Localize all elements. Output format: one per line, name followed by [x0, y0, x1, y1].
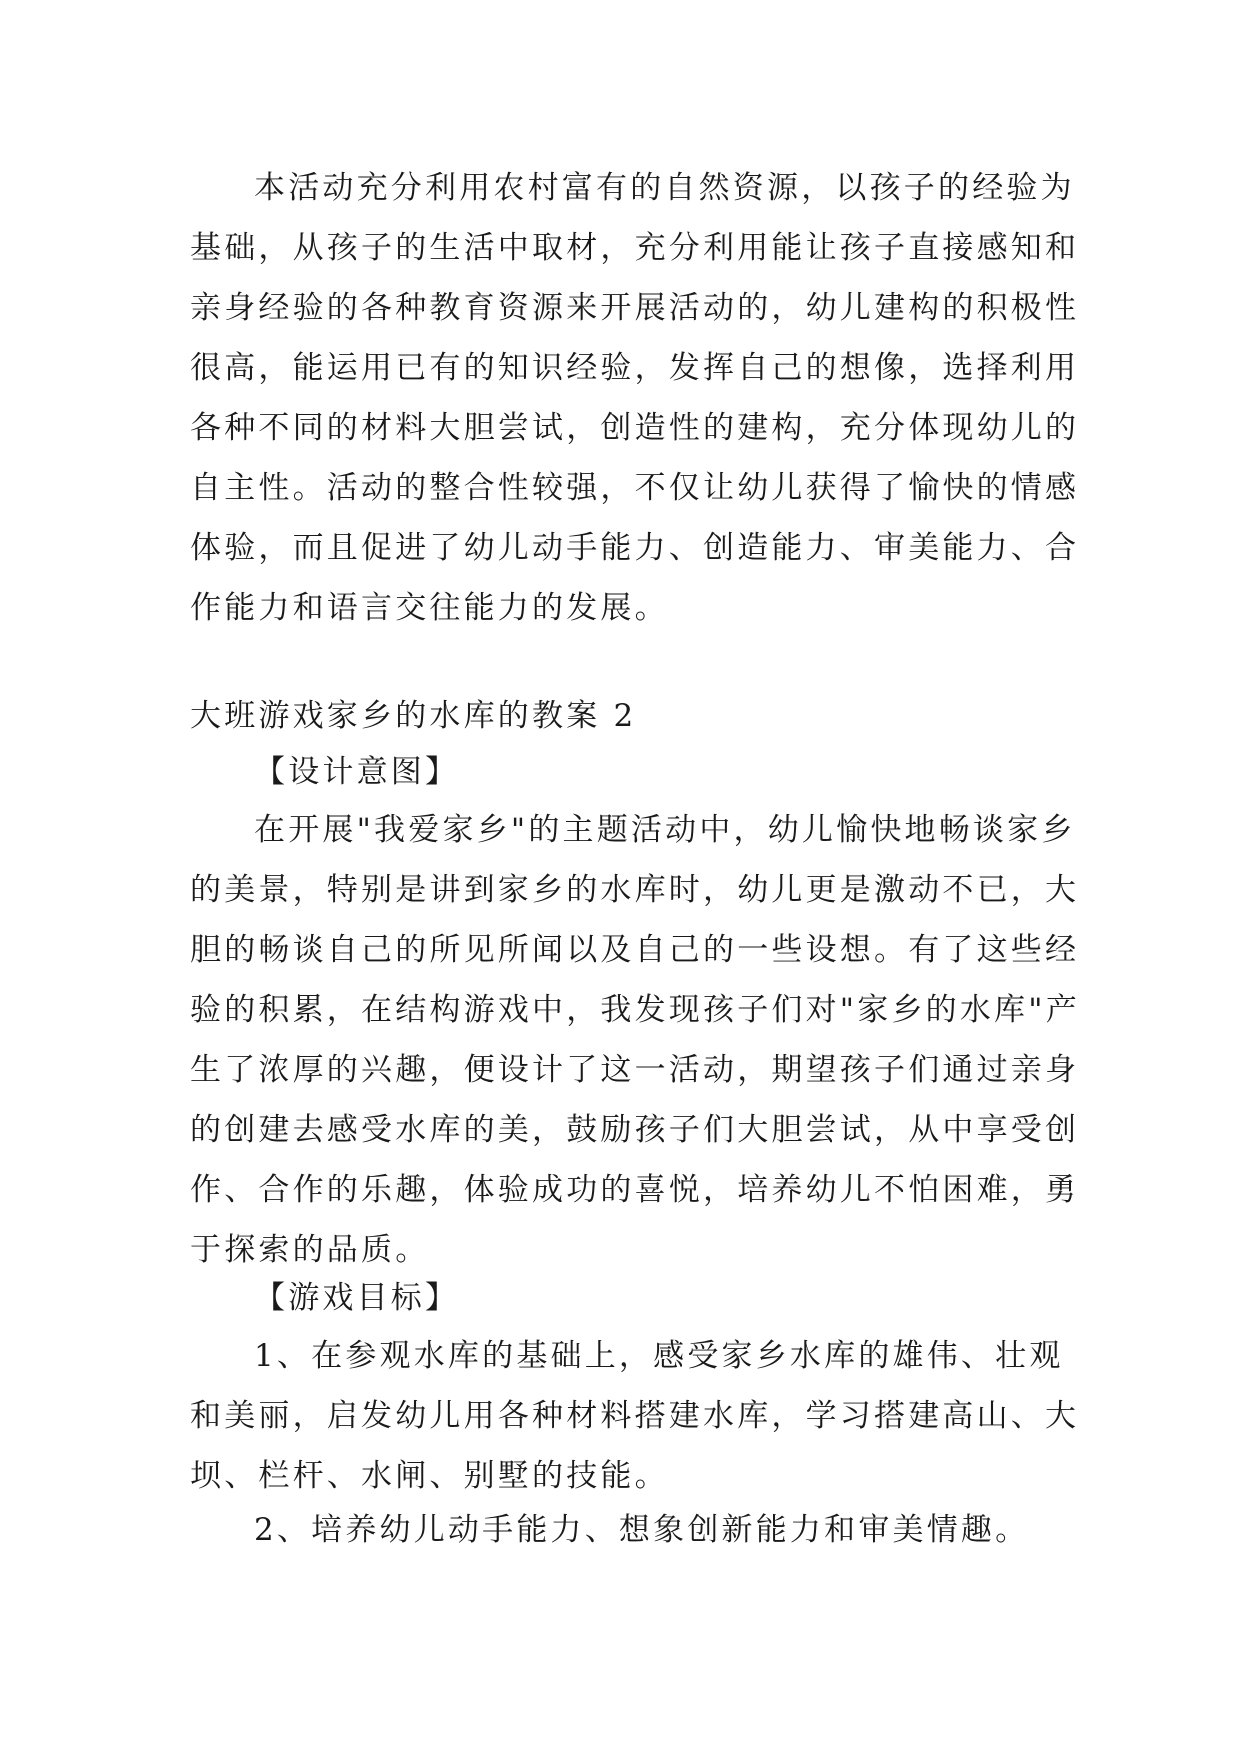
- paragraph-activity-reflection: [190, 158, 1080, 638]
- goal-item-2: [190, 1500, 1046, 1560]
- paragraph-line: 的美景，特别是讲到家乡的水库时，幼儿更是激动不已，大: [190, 872, 1080, 908]
- paragraph-line: 的创建去感受水库的美，鼓励孩子们大胆尝试，从中享受创: [190, 1112, 1080, 1148]
- heading-text: 【设计意图】: [254, 754, 460, 790]
- paragraph-line: 生了浓厚的兴趣，便设计了这一活动，期望孩子们通过亲身: [190, 1052, 1080, 1088]
- paragraph-design-intent: [190, 800, 1080, 1280]
- paragraph-line: 很高，能运用已有的知识经验，发挥自己的想像，选择利用: [190, 350, 1080, 386]
- heading-design-intent: [190, 742, 1046, 802]
- paragraph-line: 作能力和语言交往能力的发展。: [190, 590, 669, 626]
- goal-item-1: [190, 1326, 1080, 1506]
- paragraph-line: 各种不同的材料大胆尝试，创造性的建构，充分体现幼儿的: [190, 410, 1080, 446]
- paragraph-line: 坝、栏杆、水闸、别墅的技能。: [190, 1458, 669, 1494]
- paragraph-line: 亲身经验的各种教育资源来开展活动的，幼儿建构的积极性: [190, 290, 1080, 326]
- paragraph-line: 基础，从孩子的生活中取材，充分利用能让孩子直接感知和: [190, 230, 1080, 266]
- paragraph-line: 作、合作的乐趣，体验成功的喜悦，培养幼儿不怕困难，勇: [190, 1172, 1080, 1208]
- heading-text: 【游戏目标】: [254, 1280, 460, 1316]
- paragraph-line: 于探索的品质。: [190, 1232, 430, 1268]
- section-title: [190, 686, 1046, 746]
- paragraph-line: 本活动充分利用农村富有的自然资源，以孩子的经验为: [254, 170, 1075, 206]
- paragraph-line: 1、在参观水库的基础上，感受家乡水库的雄伟、壮观: [254, 1338, 1064, 1374]
- paragraph-line: 自主性。活动的整合性较强，不仅让幼儿获得了愉快的情感: [190, 470, 1080, 506]
- section-title-text: 大班游戏家乡的水库的教案 2: [190, 698, 637, 734]
- paragraph-line: 和美丽，启发幼儿用各种材料搭建水库，学习搭建高山、大: [190, 1398, 1080, 1434]
- paragraph-line: 胆的畅谈自己的所见所闻以及自己的一些设想。有了这些经: [190, 932, 1080, 968]
- heading-game-goals: [190, 1268, 1046, 1328]
- paragraph-line: 体验，而且促进了幼儿动手能力、创造能力、审美能力、合: [190, 530, 1080, 566]
- paragraph-line: 验的积累，在结构游戏中，我发现孩子们对"家乡的水库"产: [190, 992, 1080, 1028]
- paragraph-line: 2、培养幼儿动手能力、想象创新能力和审美情趣。: [254, 1512, 1030, 1548]
- paragraph-line: 在开展"我爱家乡"的主题活动中，幼儿愉快地畅谈家乡: [254, 812, 1076, 848]
